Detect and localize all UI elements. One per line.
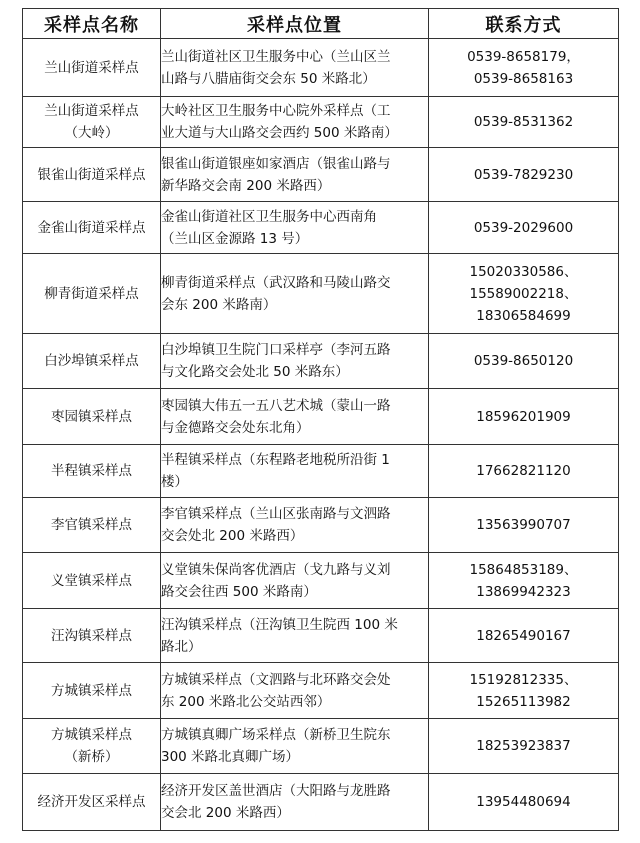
site-name-line: 方城镇采样点 xyxy=(51,682,132,699)
table-row xyxy=(23,719,619,774)
site-location-line: 新华路交会南 200 米路西） xyxy=(161,177,331,194)
site-contact-cell xyxy=(429,498,619,553)
site-location-line: 交会北 200 米路西） xyxy=(161,805,290,821)
site-location-line: 白沙埠镇卫生院门口采样亭（李河五路 xyxy=(161,342,391,358)
site-name-cell xyxy=(23,774,161,831)
table-body xyxy=(23,39,619,831)
table-row xyxy=(23,97,619,148)
site-contact-cell xyxy=(429,774,619,831)
site-contact-cell xyxy=(429,719,619,774)
site-contact-line: 15265113982 xyxy=(476,693,571,710)
site-name-line: 经济开发区采样点 xyxy=(37,794,146,810)
table-row xyxy=(23,774,619,831)
site-location-line: 会东 200 米路南） xyxy=(161,296,277,313)
site-location-cell xyxy=(161,445,429,498)
table-row xyxy=(23,148,619,202)
site-name-cell xyxy=(23,148,161,202)
site-contact-line: 18596201909 xyxy=(476,408,571,425)
site-location-line: 山路与八腊庙街交会东 50 米路北） xyxy=(161,70,376,87)
table-row xyxy=(23,445,619,498)
site-name-cell xyxy=(23,389,161,445)
site-name-line: 枣园镇采样点 xyxy=(51,408,132,425)
site-location-line: 李官镇采样点（兰山区张南路与文泗路 xyxy=(161,506,391,522)
site-contact-cell xyxy=(429,445,619,498)
site-name-line: 银雀山街道采样点 xyxy=(37,166,146,183)
site-location-line: （兰山区金源路 13 号） xyxy=(161,230,309,247)
site-name-line: 金雀山街道采样点 xyxy=(37,219,146,236)
site-contact-line: 13954480694 xyxy=(476,794,571,810)
site-location-line: 300 米路北真卿广场） xyxy=(161,749,300,765)
site-contact-line: 18253923837 xyxy=(476,738,571,754)
site-location-cell xyxy=(161,148,429,202)
site-name-cell xyxy=(23,334,161,389)
table-row xyxy=(23,498,619,553)
site-location-line: 方城镇真卿广场采样点（新桥卫生院东 xyxy=(161,727,391,743)
site-name-line: （新桥） xyxy=(64,749,119,765)
site-name-line: 汪沟镇采样点 xyxy=(51,627,132,644)
site-location-line: 路北） xyxy=(161,638,202,655)
site-location-line: 与文化路交会处北 50 米路东） xyxy=(161,364,349,380)
site-name-cell xyxy=(23,553,161,609)
site-contact-cell xyxy=(429,97,619,148)
site-contact-line: 15192812335、 xyxy=(469,671,578,688)
site-location-cell xyxy=(161,609,429,663)
table-row xyxy=(23,202,619,254)
table-row xyxy=(23,334,619,389)
site-name-cell xyxy=(23,498,161,553)
site-contact-cell xyxy=(429,202,619,254)
site-contact-line: 18306584699 xyxy=(476,307,571,324)
site-location-line: 路交会往西 500 米路南） xyxy=(161,583,317,600)
site-location-line: 东 200 米路北公交站西邻） xyxy=(161,693,331,710)
site-name-cell xyxy=(23,663,161,719)
site-location-cell xyxy=(161,774,429,831)
site-location-cell xyxy=(161,498,429,553)
site-contact-line: 13563990707 xyxy=(476,517,571,533)
site-location-line: 楼） xyxy=(161,474,188,490)
table-row xyxy=(23,609,619,663)
site-location-line: 方城镇采样点（文泗路与北环路交会处 xyxy=(161,671,391,688)
site-contact-cell xyxy=(429,334,619,389)
site-location-cell xyxy=(161,334,429,389)
site-contact-line: 15864853189、 xyxy=(469,561,578,578)
site-contact-line: 15589002218、 xyxy=(469,285,578,302)
site-contact-line: 0539-8650120 xyxy=(473,353,574,369)
site-location-cell xyxy=(161,39,429,97)
site-name-line: （大岭） xyxy=(64,125,119,141)
site-contact-cell xyxy=(429,389,619,445)
table-row xyxy=(23,254,619,334)
table-row xyxy=(23,553,619,609)
site-contact-cell xyxy=(429,254,619,334)
site-name-cell xyxy=(23,719,161,774)
site-location-cell xyxy=(161,97,429,148)
site-location-line: 经济开发区盖世酒店（大阳路与龙胜路 xyxy=(161,783,391,799)
site-name-line: 义堂镇采样点 xyxy=(51,572,132,589)
site-name-cell xyxy=(23,445,161,498)
site-name-cell xyxy=(23,97,161,148)
header-contact: 联系方式 xyxy=(429,9,619,39)
header-location: 采样点位置 xyxy=(161,9,429,39)
site-contact-line: 13869942323 xyxy=(476,583,571,600)
site-name-cell xyxy=(23,39,161,97)
site-name-line: 兰山街道采样点 xyxy=(44,59,139,76)
header-row xyxy=(23,9,619,39)
site-contact-line: 0539-7829230 xyxy=(473,166,574,183)
site-contact-cell xyxy=(429,553,619,609)
site-location-cell xyxy=(161,389,429,445)
site-location-cell xyxy=(161,202,429,254)
site-location-line: 大岭社区卫生服务中心院外采样点（工 xyxy=(161,103,391,119)
site-contact-line: 0539-8658163 xyxy=(473,70,574,87)
site-location-cell xyxy=(161,663,429,719)
site-name-line: 半程镇采样点 xyxy=(51,463,132,479)
site-location-cell xyxy=(161,719,429,774)
table-row xyxy=(23,389,619,445)
site-contact-line: 18265490167 xyxy=(476,627,571,644)
site-name-line: 方城镇采样点 xyxy=(51,727,132,743)
site-name-cell xyxy=(23,609,161,663)
site-location-line: 柳青街道采样点（武汉路和马陵山路交 xyxy=(161,274,391,291)
site-location-line: 义堂镇朱保尚客优酒店（戈九路与义刘 xyxy=(161,561,391,578)
site-contact-cell xyxy=(429,609,619,663)
site-name-cell xyxy=(23,202,161,254)
sampling-sites-table xyxy=(22,8,619,831)
site-contact-line: 0539-2029600 xyxy=(473,219,574,236)
site-contact-line: 0539-8531362 xyxy=(473,114,574,130)
header-name: 采样点名称 xyxy=(23,9,161,39)
site-contact-cell xyxy=(429,39,619,97)
site-location-line: 业大道与大山路交会西约 500 米路南） xyxy=(161,125,398,141)
site-location-line: 与金德路交会处东北角） xyxy=(161,419,310,436)
site-contact-cell xyxy=(429,148,619,202)
site-name-line: 李官镇采样点 xyxy=(51,517,132,533)
site-name-cell xyxy=(23,254,161,334)
table-row xyxy=(23,663,619,719)
site-location-line: 汪沟镇采样点（汪沟镇卫生院西 100 米 xyxy=(161,616,398,633)
site-name-line: 柳青街道采样点 xyxy=(44,285,139,302)
site-location-cell xyxy=(161,553,429,609)
site-name-line: 白沙埠镇采样点 xyxy=(44,353,139,369)
site-contact-line: 15020330586、 xyxy=(469,263,578,280)
site-location-line: 兰山街道社区卫生服务中心（兰山区兰 xyxy=(161,48,391,65)
site-contact-line: 17662821120 xyxy=(476,463,571,479)
site-contact-cell xyxy=(429,663,619,719)
site-contact-line: 0539-8658179， xyxy=(467,48,580,65)
site-location-line: 枣园镇大伟五一五八艺术城（蒙山一路 xyxy=(161,397,391,414)
site-name-line: 兰山街道采样点 xyxy=(44,103,139,119)
table-row xyxy=(23,39,619,97)
site-location-line: 银雀山街道银座如家酒店（银雀山路与 xyxy=(161,155,391,172)
site-location-line: 半程镇采样点（东程路老地税所沿街 1 xyxy=(161,452,390,468)
site-location-line: 交会处北 200 米路西） xyxy=(161,528,304,544)
site-location-cell xyxy=(161,254,429,334)
site-location-line: 金雀山街道社区卫生服务中心西南角 xyxy=(161,208,377,225)
